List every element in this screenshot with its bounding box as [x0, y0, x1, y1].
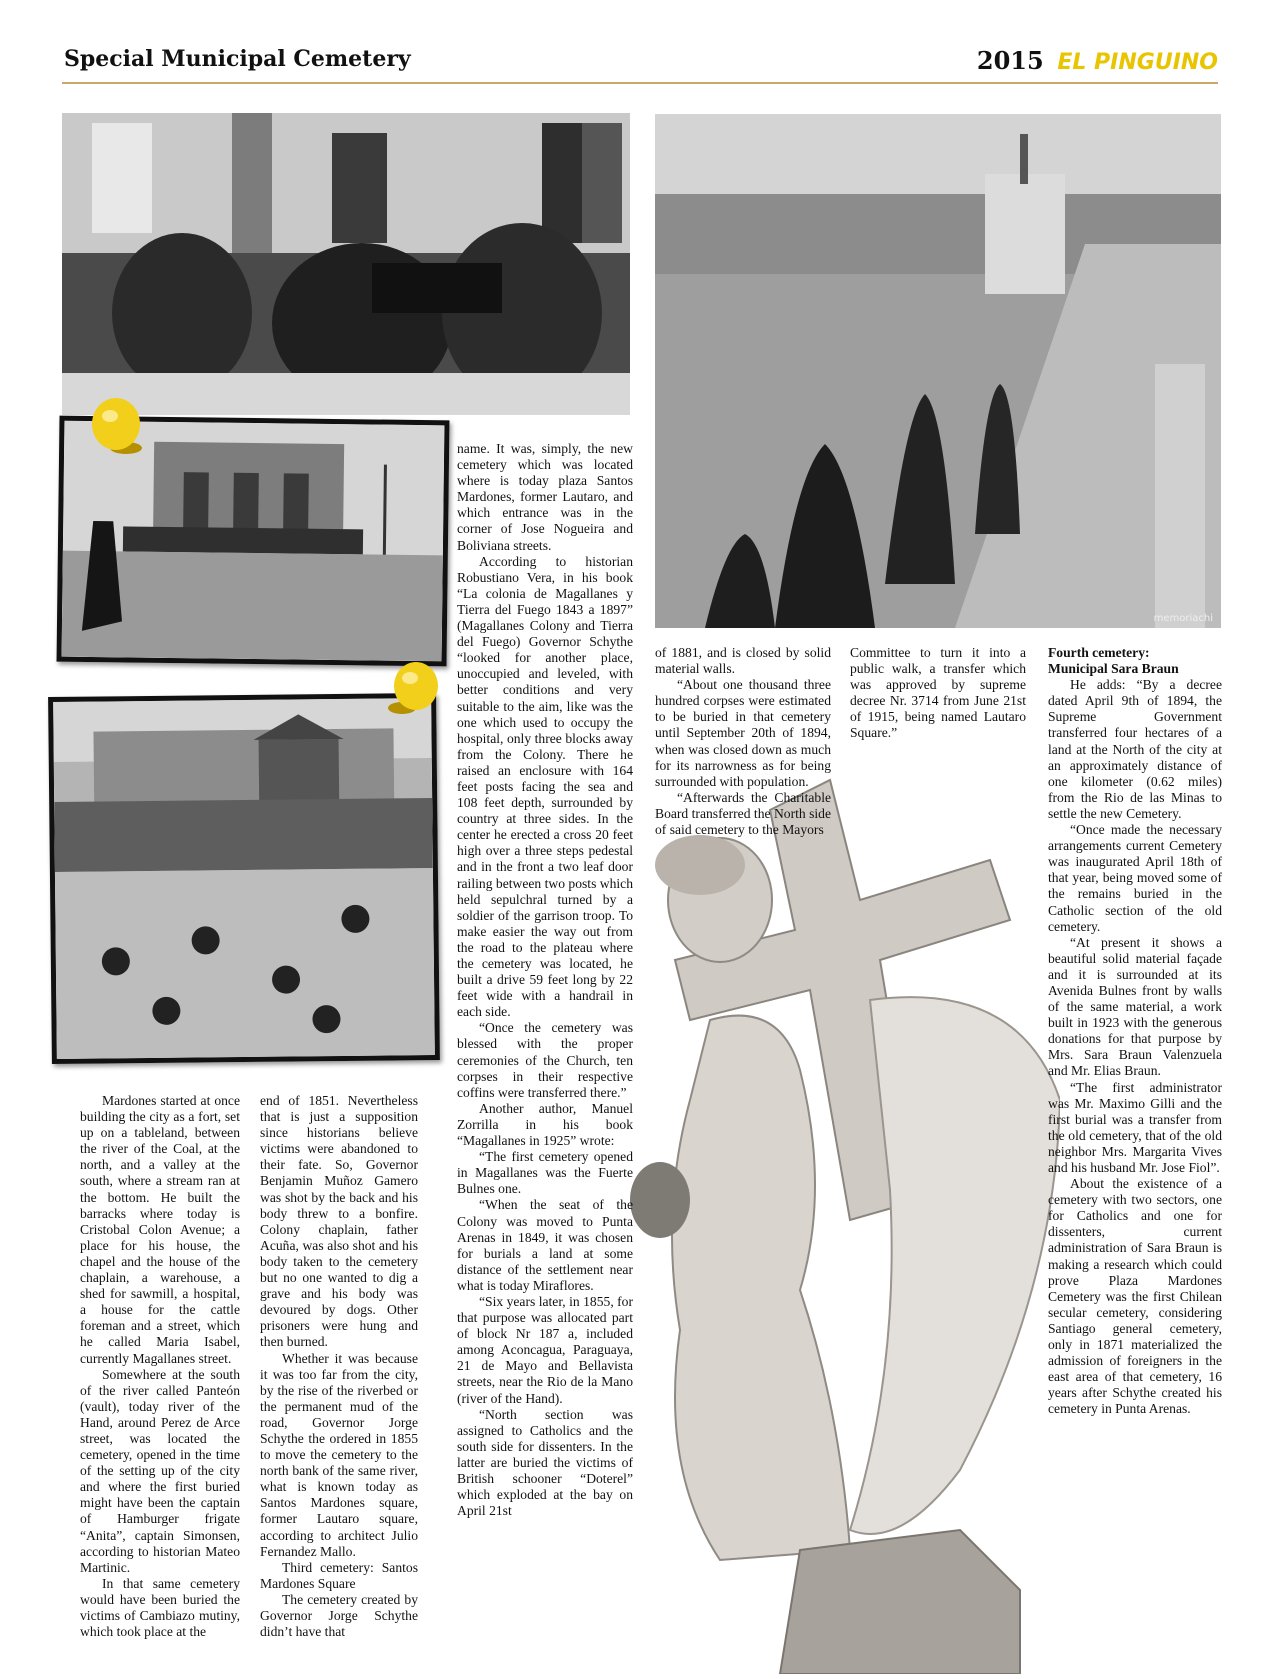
paragraph: “Six years later, in 1855, for that purpose was allocated part of block Nr 187 a, included among Aconcagua, Paraguaya, 21 de Mayo and Bellavista streets, near the Rio de la Mano (river of the Hand).: [457, 1293, 633, 1406]
article-column-2: [260, 1093, 418, 1640]
angel-statue-photo: [600, 770, 1060, 1674]
article-column-1: [80, 1093, 240, 1640]
paragraph: He adds: “By a decree dated April 9th of 1894, the Supreme Government transferred four hectares of a land at the North of the city at an approximately distance of one kilometer (0.62 miles) from the Rio de las Minas to settle the new Cemetery.: [1048, 677, 1222, 821]
paragraph: According to historian Robustiano Vera, in his book “La colonia de Magallanes y Tierra del Fuego 1843 a 1897” (Magallanes Colony and Tierra del Fuego) Governor Schythe “looked for another place, unoccupied and leveled, with better conditions and very suitable to the aim, like was the one which used to occupy the hospital, only three blocks away from the Colony. There he raised an enclosure with 164 feet posts facing the sea and 108 feet depth, surrounded by country at three sides. In the center he erected a cross 20 feet high over a three steps pedestal and in the front a two leaf door railing between two posts which held sepulchral turned by a soldier of the garrison troop. To make easier the way out from the road to the plateau where the cemetery was located, he built a drive 59 feet long by 22 feet wide with a handrail in each side.: [457, 553, 633, 1020]
cemetery-aerial-photo: [655, 114, 1221, 628]
yellow-pushpin-icon: [84, 394, 154, 465]
paragraph: “The first administrator was Mr. Maximo Gilli and the first burial was a transfer from the old cemetery, that of the old neighbor Mrs. Margarita Vives and his husband Mr. Jose Fiol”.: [1048, 1079, 1222, 1175]
cemetery-crowd-photo: [48, 693, 440, 1064]
article-column-5: [850, 645, 1026, 742]
article-column-4: [655, 645, 831, 838]
masthead: [977, 46, 1218, 75]
paragraph: Somewhere at the south of the river called Panteón (vault), today river of the Hand, around Perez de Arce street, was located the cemetery, opened in the time of the setting up of the city and where the first buried might have been the captain of Hamburger frigate “Anita”, captain Simonsen, according to historian Mateo Martinic.: [80, 1366, 240, 1575]
section-heading: Municipal Sara Braun: [1048, 661, 1179, 677]
paragraph: Another author, Manuel Zorrilla in his book “Magallanes in 1925” wrote:: [457, 1100, 633, 1149]
paragraph: In that same cemetery would have been buried the victims of Cambiazo mutiny, which took place at the: [80, 1575, 240, 1640]
paragraph: Whether it was because it was too far from the city, by the rise of the riverbed or the permanent mud of the road, Governor Jorge Schythe the ordered in 1855 to move the cemetery to the north bank of the same river, what is known today as Santos Mardones square, former Lautaro square, according to architect Julio Fernandez Mallo.: [260, 1350, 418, 1559]
paragraph: “Once made the necessary arrangements current Cemetery was inaugurated April 18th of that year, being moved some of the remains buried in the Catholic section of the old cemetery.: [1048, 822, 1222, 934]
photo-credit-watermark: memoriachi: [1153, 613, 1213, 624]
funeral-photo: [62, 113, 630, 415]
paragraph: “Afterwards the Charitable Board transferred the North side of said cemetery to the Mayors: [655, 789, 831, 838]
yellow-pushpin-icon: [382, 658, 446, 725]
paragraph: “At present it shows a beautiful solid material façade and it is surrounded at its Avenida Bulnes front by walls of the same material, a work built in 1923 with the generous donations for that purpose by Mrs. Sara Braun Valenzuela and Mr. Elias Braun.: [1048, 934, 1222, 1079]
article-column-3: [457, 441, 633, 1519]
paragraph: name. It was, simply, the new cemetery which was located where is today plaza Santos Mardones, former Lautaro, and which entrance was in the corner of Jose Nogueira and Boliviana streets.: [457, 441, 633, 553]
paragraph: “Once the cemetery was blessed with the proper ceremonies of the Church, ten corpses in their respective coffins were transferred there.”: [457, 1020, 633, 1100]
paragraph: “The first cemetery opened in Magallanes was the Fuerte Bulnes one.: [457, 1149, 633, 1197]
paragraph: end of 1851. Nevertheless that is just a supposition since historians believe victims were abandoned to their fate. So, Governor Benjamin Muñoz Gamero was shot by the back and his body threw to a bonfire. Colony chaplain, father Acuña, was also shot and his body taken to the cemetery but no one wanted to dig a grave and his body was devoured by dogs. Other prisoners were hung and then burned.: [260, 1093, 418, 1350]
section-title: Special Municipal Cemetery: [64, 46, 411, 72]
issue-year: 2015: [976, 46, 1044, 75]
subheading: Third cemetery: Santos Mardones Square: [260, 1559, 418, 1591]
paragraph: “About one thousand three hundred corpses were estimated to be buried in that cemetery until September 20th of 1894, when was closed down as much for its narrowness as for being surrounded with population.: [655, 677, 831, 789]
brand-logo: EL PINGUINO: [1057, 50, 1218, 75]
paragraph: Mardones started at once building the city as a fort, set up on a tableland, between the river of the Coal, at the north, and a valley at the south, where a stream ran at the bottom. He built the barracks where today is Cristobal Colon Avenue; a place for his house, the chapel and the house of the chaplain, a warehouse, a shed for sawmill, a hospital, a house for the cattle foreman and a street, which he called Maria Isabel, currently Magallanes street.: [80, 1093, 240, 1366]
paragraph: Committee to turn it into a public walk, a transfer which was approved by supreme decree Nr. 3714 from June 21st of 1915, being named Lautaro Square.”: [850, 645, 1026, 741]
paragraph: “When the seat of the Colony was moved to Punta Arenas in 1849, it was chosen for burials a land at some distance of the settlement near what is today Miraflores.: [457, 1197, 633, 1293]
paragraph: of 1881, and is closed by solid material walls.: [655, 645, 831, 677]
header-rule: [62, 82, 1218, 84]
paragraph: About the existence of a cemetery with two sectors, one for Catholics and one for dissenters, current administration of Sara Braun is making a research which could prove Plaza Mardones Cemetery was the first Chilean secular cemetery, considering Santiago general cemetery, only in 1871 materialized the admission of foreigners in the east area of that cemetery, 16 years after Schythe created his cemetery in Punta Arenas.: [1048, 1176, 1222, 1417]
paragraph: “North section was assigned to Catholics and the south side for dissenters. In the latter are buried the victims of British schooner “Doterel” which exploded at the bay on April 21st: [457, 1406, 633, 1519]
paragraph: The cemetery created by Governor Jorge Schythe didn’t have that: [260, 1591, 418, 1640]
section-heading: Fourth cemetery:: [1048, 645, 1150, 660]
article-column-6: [1048, 645, 1222, 1418]
